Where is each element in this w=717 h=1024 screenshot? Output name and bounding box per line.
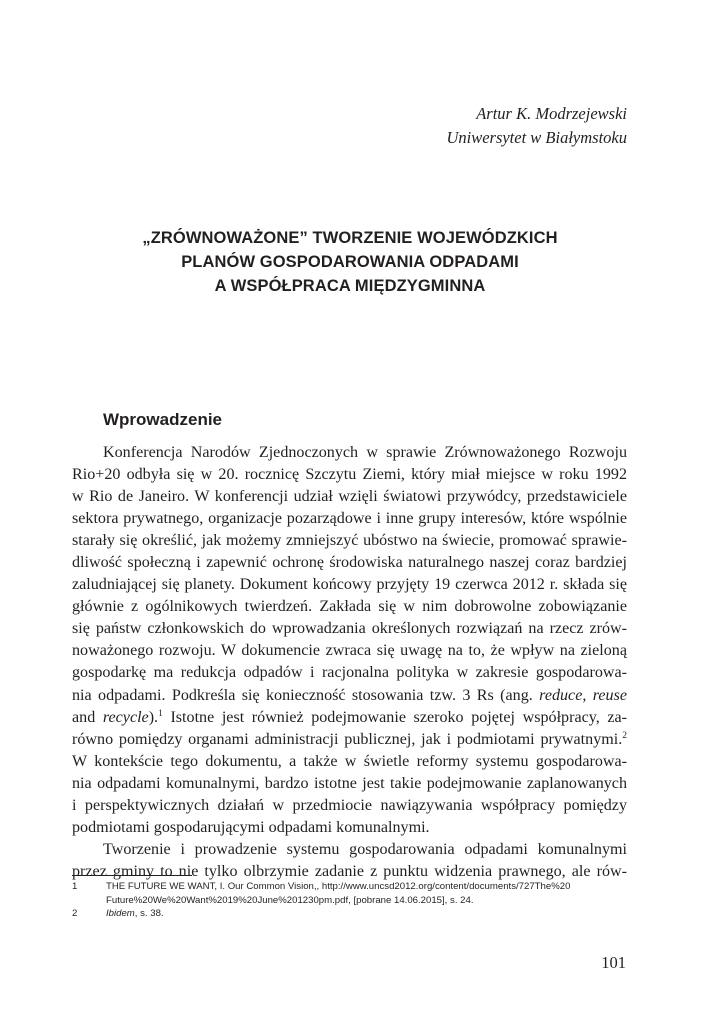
body-line: w Rio de Janeiro. W konferencji udział wzięli światowi przywódcy, przedstawiciele <box>72 488 627 506</box>
italic-term: recycle <box>102 708 149 726</box>
footnote-text: THE FUTURE WE WANT, I. Our Common Vision,, http://www.uncsd2012.org/content/documents/727The%20 <box>106 881 571 892</box>
footnote-ref[interactable]: 2 <box>622 730 627 741</box>
body-line: nia odpadami komunalnymi, bardzo istotne jest takie podejmowanie zaplanowanych <box>72 774 627 792</box>
body-line: zaludniającej się planety. Dokument końcowy przyjęty 19 czerwca 2012 r. składa się <box>72 576 627 594</box>
author-name: Artur K. Modrzejewski <box>476 104 627 123</box>
body-line: sektora prywatnego, organizacje pozarządowe i inne grupy interesów, które wspólnie <box>72 510 627 528</box>
body-line: Tworzenie i prowadzenie systemu gospodarowania odpadami komunalnymi <box>103 840 627 858</box>
body-text <box>72 442 627 883</box>
footnote-number: 1 <box>72 881 78 892</box>
body-line: starały się określić, jak możemy zmniejszyć ubóstwo na świecie, promować sprawie- <box>72 532 627 550</box>
body-text-segment: and <box>72 708 103 726</box>
footnote-ref[interactable]: 1 <box>158 708 163 719</box>
body-text-segment: ). <box>148 708 159 726</box>
body-line: Rio+20 odbyła się w 20. rocznicę Szczytu Ziemi, który miał miejsce w roku 1992 <box>72 466 627 484</box>
body-line-mixed <box>72 729 627 751</box>
footnote-ibidem: Ibidem <box>106 908 135 919</box>
title-line-1: „ZRÓWNOWAŻONE” TWORZENIE WOJEWÓDZKICH <box>142 229 558 247</box>
footnote-2 <box>72 907 632 921</box>
footnote-1 <box>72 880 632 907</box>
body-line: W kontekście tego dokumentu, a także w świetle reformy systemu gospodarowa- <box>72 752 627 770</box>
body-line: podmiotami gospodarującymi odpadami komunalnymi. <box>72 818 430 836</box>
footnote-number: 2 <box>72 908 78 919</box>
author-affiliation: Uniwersytet w Białymstoku <box>446 128 627 147</box>
title-line-3: A WSPÓŁPRACA MIĘDZYGMINNA <box>214 277 486 295</box>
author-block <box>227 102 627 150</box>
body-line: przez gminy to nie tylko olbrzymie zadanie z punktu widzenia prawnego, ale rów- <box>72 862 627 880</box>
body-text-segment: nia odpadami. Podkreśla się konieczność stosowania tzw. 3 Rs (ang. <box>72 686 540 704</box>
page-number: 101 <box>601 953 626 972</box>
body-text-segment: Istotne jest również podejmowanie szeroko pojętej współpracy, za- <box>162 708 628 726</box>
body-line: noważonego rozwoju. W dokumencie zwraca się uwagę na to, że wpływ na zieloną <box>72 642 627 660</box>
title-line-2: PLANÓW GOSPODAROWANIA ODPADAMI <box>181 253 519 271</box>
footnotes <box>72 880 632 921</box>
body-line: i perspektywicznych działań w przedmiocie nawiązywania współpracy pomiędzy <box>72 796 627 814</box>
body-line: dliwość społeczną i zapewnić ochronę środowiska naturalnego naszej coraz bardziej <box>72 554 627 572</box>
body-line: się państw członkowskich do wprowadzania określonych rozwiązań na rzecz zrów- <box>72 620 627 638</box>
body-line-mixed <box>72 707 627 729</box>
body-line: Konferencja Narodów Zjednoczonych w sprawie Zrównoważonego Rozwoju <box>103 444 627 461</box>
footnote-text: Future%20We%20Want%2019%20June%201230pm.pdf, [pobrane 14.06.2015], s. 24. <box>106 894 474 906</box>
footnote-text-rest: , s. 38. <box>134 908 164 919</box>
section-heading: Wprowadzenie <box>103 410 223 429</box>
footnote-text <box>106 907 632 921</box>
article-title <box>80 226 620 298</box>
footnote-rule <box>72 875 192 876</box>
body-line-mixed <box>72 685 627 707</box>
body-line: gospodarkę ma redukcja odpadów i racjonalna polityka w zakresie gospodarowa- <box>72 664 627 682</box>
body-text-segment: równo pomiędzy organami administracji publicznej, jak i podmiotami prywatnymi. <box>72 730 623 748</box>
body-line: głównie z ogólnikowych twierdzeń. Zakłada się w nim dobrowolne zobowiązanie <box>72 598 627 616</box>
italic-term: reduce, reuse <box>539 686 628 704</box>
